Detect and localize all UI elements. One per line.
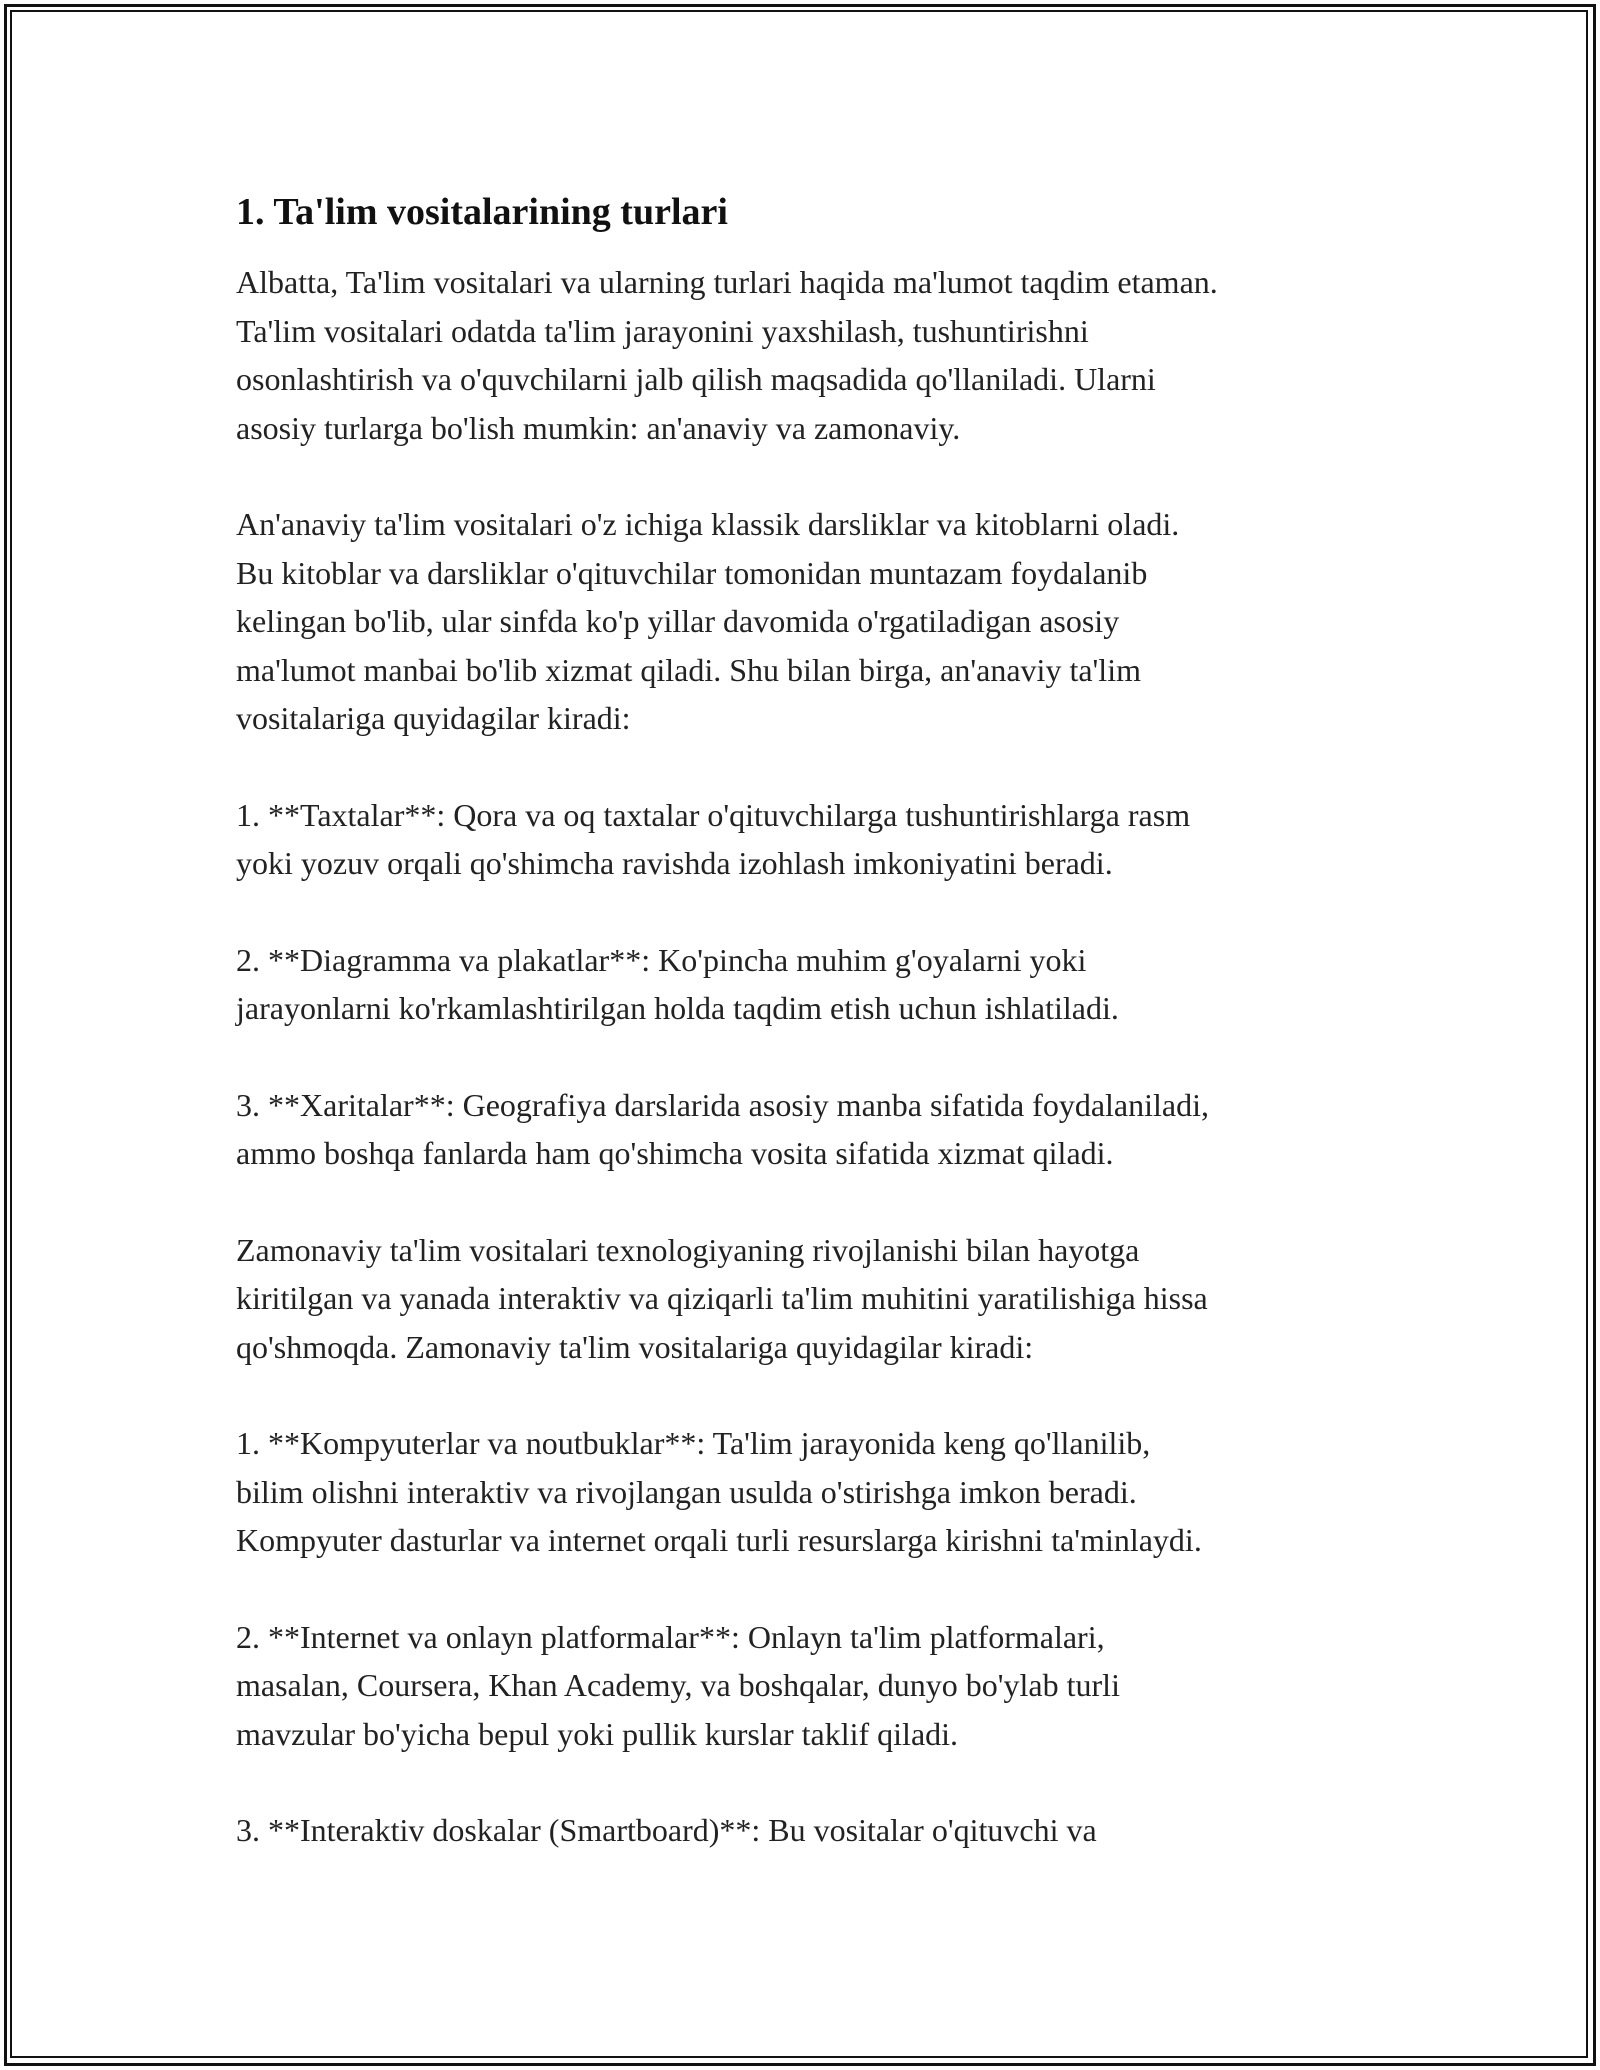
section-heading: 1. Ta'lim vositalarining turlari bbox=[236, 191, 728, 233]
document-body bbox=[236, 188, 1416, 1903]
list-item-boards: 1. **Taxtalar**: Qora va oq taxtalar o'qituvchilarga tushuntirishlarga rasm yoki yozuv orqali qo'shimcha ravishda izohlash imkoniyatini beradi. bbox=[236, 796, 1191, 881]
list-item-maps: 3. **Xaritalar**: Geografiya darslarida asosiy manba sifatida foydalaniladi, ammo boshqa fanlarda ham qo'shimcha vosita sifatida xizmat qiladi. bbox=[236, 1086, 1209, 1171]
list-item-computers: 1. **Kompyuterlar va noutbuklar**: Ta'lim jarayonida keng qo'llanilib, bilim olishni interaktiv va rivojlangan usulda o'stirishga imkon beradi. Kompyuter dasturlar va internet orqali turli resurslarga kirishni ta'minlaydi. bbox=[236, 1425, 1202, 1558]
traditional-tools-paragraph: An'anaviy ta'lim vositalari o'z ichiga klassik darsliklar va kitoblarni oladi. Bu kitoblar va darsliklar o'qituvchilar tomonidan muntazam foydalanib kelingan bo'lib, ular sinfda ko'p yillar davomida o'rgatiladigan asosiy ma'lumot manbai bo'lib xizmat qiladi. Shu bilan birga, an'anaviy ta'lim vositalariga quyidagilar kiradi: bbox=[236, 506, 1180, 736]
list-item-online-platforms: 2. **Internet va onlayn platformalar**: Onlayn ta'lim platformalari, masalan, Coursera, Khan Academy, va boshqalar, dunyo bo'ylab turli mavzular bo'yicha bepul yoki pullik kurslar taklif qiladi. bbox=[236, 1618, 1120, 1752]
list-item-smartboards: 3. **Interaktiv doskalar (Smartboard)**: Bu vositalar o'qituvchi va bbox=[236, 1812, 1097, 1848]
intro-paragraph: Albatta, Ta'lim vositalari va ularning turlari haqida ma'lumot taqdim etaman. Ta'lim vositalari odatda ta'lim jarayonini yaxshilash, tushuntirishni osonlashtirish va o'quvchilarni jalb qilish maqsadida qo'llaniladi. Ularni asosiy turlarga bo'lish mumkin: an'anaviy va zamonaviy. bbox=[236, 264, 1218, 446]
modern-tools-paragraph: Zamonaviy ta'lim vositalari texnologiyaning rivojlanishi bilan hayotga kiritilgan va yanada interaktiv va qiziqarli ta'lim muhitini yaratilishiga hissa qo'shmoqda. Zamonaviy ta'lim vositalariga quyidagilar kiradi: bbox=[236, 1231, 1208, 1365]
list-item-diagrams: 2. **Diagramma va plakatlar**: Ko'pincha muhim g'oyalarni yoki jarayonlarni ko'rkamlashtirilgan holda taqdim etish uchun ishlatiladi. bbox=[236, 941, 1119, 1026]
